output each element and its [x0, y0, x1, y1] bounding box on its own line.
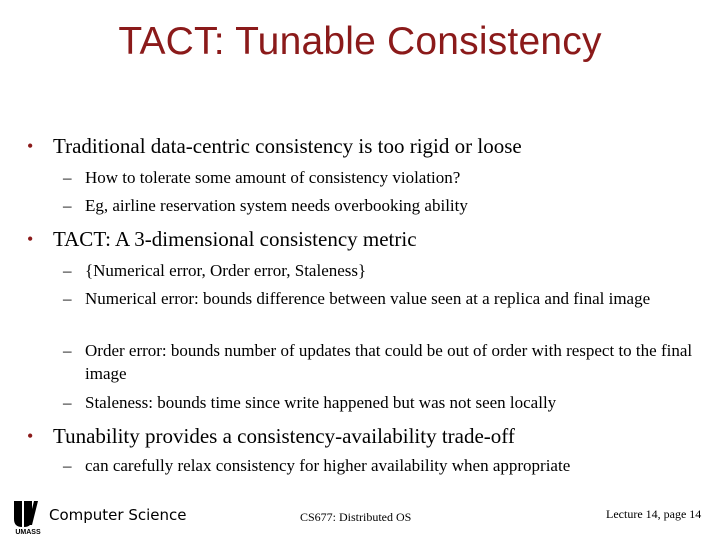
dash-icon: – — [63, 393, 72, 412]
umass-logo-icon — [10, 497, 46, 535]
slide-title: TACT: Tunable Consistency — [118, 20, 602, 63]
logo-text: UMASS — [15, 529, 41, 535]
sub-text: Order error: bounds number of updates that could be out of order with respect to the final image — [85, 341, 693, 383]
footer-course: CS677: Distributed OS — [300, 510, 412, 524]
dash-icon: – — [63, 341, 72, 360]
sub-text: Eg, airline reservation system needs overbooking ability — [85, 196, 468, 215]
bullet-text: Traditional data-centric consistency is too rigid or loose — [53, 134, 522, 158]
sub-text: Staleness: bounds time since write happened but was not seen locally — [85, 393, 557, 412]
dash-icon: – — [63, 261, 72, 280]
bullet-dot-icon: • — [27, 136, 34, 156]
bullet-dot-icon: • — [27, 229, 34, 249]
bullet-dot-icon: • — [27, 426, 34, 446]
dash-icon: – — [63, 289, 72, 308]
dash-icon: – — [63, 456, 72, 475]
footer-page-number: Lecture 14, page 14 — [606, 507, 702, 521]
dash-icon: – — [63, 196, 72, 215]
sub-text: {Numerical error, Order error, Staleness} — [85, 261, 367, 280]
sub-text: How to tolerate some amount of consistency violation? — [85, 168, 461, 187]
footer-department: Computer Science — [49, 506, 187, 524]
bullet-text: TACT: A 3-dimensional consistency metric — [53, 227, 417, 251]
sub-text: Numerical error: bounds difference between value seen at a replica and final image — [85, 289, 651, 308]
sub-text: can carefully relax consistency for higher availability when appropriate — [85, 456, 571, 475]
bullet-text: Tunability provides a consistency-availability trade-off — [53, 424, 515, 448]
dash-icon: – — [63, 168, 72, 187]
